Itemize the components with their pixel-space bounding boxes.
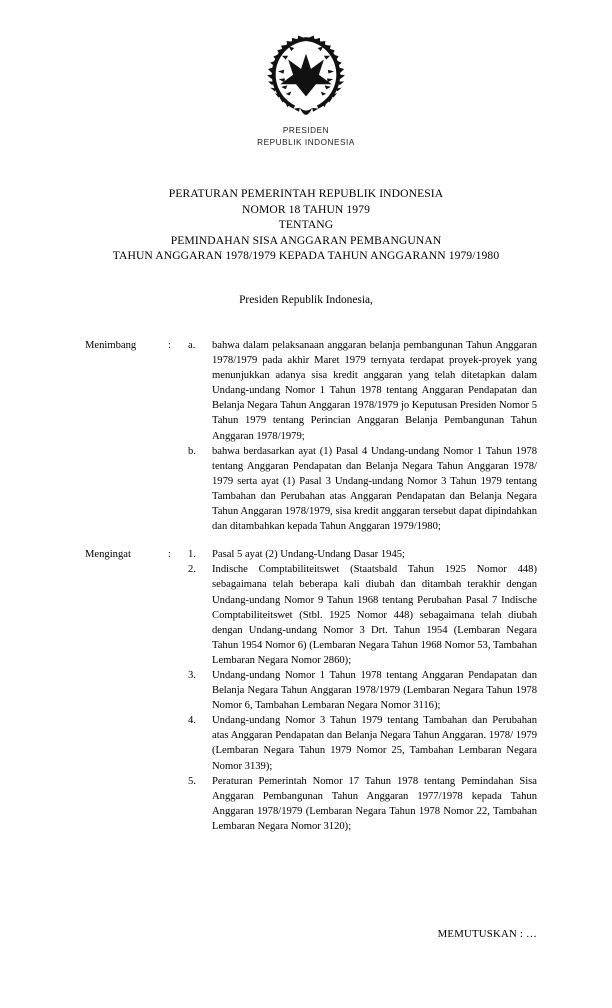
- indonesian-presidential-seal-icon: [267, 34, 345, 118]
- clause-items-menimbang: [188, 338, 537, 534]
- list-item: [188, 444, 537, 535]
- list-item: [188, 713, 537, 773]
- title-line-subject-1: PEMINDAHAN SISA ANGGARAN PEMBANGUNAN: [170, 233, 442, 247]
- emblem-caption-presiden: PRESIDEN: [282, 126, 330, 135]
- clause-mengingat: [85, 547, 537, 834]
- list-item: [188, 774, 537, 834]
- item-marker: 3.: [188, 669, 196, 681]
- list-item: [188, 338, 537, 444]
- item-marker: a.: [188, 340, 196, 351]
- list-item: [188, 547, 537, 562]
- clause-label-mengingat: Mengingat: [85, 549, 131, 561]
- document-body: [85, 338, 537, 834]
- item-text: Pasal 5 ayat (2) Undang-Undang Dasar 1945;: [212, 549, 405, 561]
- item-text: Indische Comptabiliteitswet (Staatsbald Tahun 1925 Nomor 448) sebagaimana telah beberapa kali diubah dan ditambah terakhir dengan Undang-undang Nomor 9 Tahun 1968 tentang Perubahan Pasal 7 Indische Comptabiliteitswet (Stbl. 1925 Nomor 448) sebagaimana telah diubah dengan Undang-undang Nomor 3 Drt. Tahun 1954 (Lembaran Negara Tahun 1954 Nomor 6) (Lembaran Negara Tahun 1968 Nomor 53, Tambahan Lembaran Negara Nomor 2860);: [212, 564, 537, 666]
- item-marker: 4.: [188, 715, 196, 727]
- clause-colon-menimbang: :: [168, 340, 171, 351]
- item-text: bahwa dalam pelaksanaan anggaran belanja pembangunan Tahun Anggaran 1978/1979 pada akhir Maret 1979 ternyata terdapat proyek-proyek yang menunjukkan adanya sisa kredit anggaran yang telah ditetapkan dalam Undang-undang Nomor 1 Tahun 1978 tentang Anggaran Pendapatan dan Belanja Negara Tahun Anggaran 1978/1979 jo Keputusan Presiden Nomor 5 Tahun 1979 tentang Perincian Anggaran Belanja Pembangunan Tahun Anggaran 1978/1979;: [212, 340, 537, 442]
- item-text: Peraturan Pemerintah Nomor 17 Tahun 1978 tentang Pemindahan Sisa Anggaran Pembangunan Tahun Anggaran 1977/1978 kepada Tahun Anggaran 1978/1979 (Lembaran Negara Tahun 1978 Nomor 22, Tambahan Lembaran Negara Nomor 3120);: [212, 775, 537, 832]
- clause-colon-mengingat: :: [168, 549, 171, 561]
- list-item: [188, 668, 537, 713]
- memutuskan-continuation: MEMUTUSKAN : …: [437, 928, 537, 940]
- clause-menimbang: [85, 338, 537, 534]
- document-title: [40, 186, 572, 264]
- title-line-number: NOMOR 18 TAHUN 1979: [242, 202, 370, 216]
- clause-items-mengingat: [188, 547, 537, 834]
- title-line-regulation-type: PERATURAN PEMERINTAH REPUBLIK INDONESIA: [168, 187, 444, 200]
- item-text: Undang-undang Nomor 1 Tahun 1978 tentang Anggaran Pendapatan dan Belanja Negara Tahun Anggaran 1978/1979 (Lembaran Negara Tahun 1978 Nomor 6, Tambahan Lembaran Negara Nomor 3116);: [212, 669, 537, 712]
- presidential-emblem-block: [0, 34, 612, 148]
- emblem-caption: [0, 125, 612, 148]
- title-line-tentang: TENTANG: [278, 218, 334, 232]
- clause-label-menimbang: Menimbang: [85, 340, 137, 351]
- list-item: [188, 562, 537, 668]
- item-text: Undang-undang Nomor 3 Tahun 1979 tentang Tambahan dan Perubahan atas Anggaran Pendapatan dan Belanja Negara Tahun Anggaran. 1978/ 1979 (Lembaran Negara Tahun 1979 Nomor 25, Tambahan Lembaran Negara Nomor 3139);: [212, 715, 537, 772]
- item-marker: 2.: [188, 564, 196, 576]
- emblem-caption-republik: REPUBLIK INDONESIA: [257, 137, 355, 147]
- item-marker: 5.: [188, 775, 196, 787]
- item-marker: 1.: [188, 549, 196, 561]
- item-marker: b.: [188, 445, 196, 457]
- title-line-subject-2: TAHUN ANGGARAN 1978/1979 KEPADA TAHUN ANGGARANN 1979/1980: [112, 249, 500, 263]
- item-text: bahwa berdasarkan ayat (1) Pasal 4 Undang-undang Nomor 1 Tahun 1978 tentang Anggaran Pendapatan dan Belanja Negara Tahun Anggaran 1978/ 1979 serta ayat (1) Pasal 3 Undang-undang Nomor 3 Tahun 1979 tentang Tambahan dan Perubahan atas Anggaran Pendapatan dan Belanja Negara Tahun Anggaran 1978/1979, sisa kredit anggaran tersebut dapat dipindahkan dan ditambahkan kepada Tahun Anggaran 1979/1980;: [212, 445, 537, 533]
- opening-salutation: Presiden Republik Indonesia,: [239, 294, 373, 306]
